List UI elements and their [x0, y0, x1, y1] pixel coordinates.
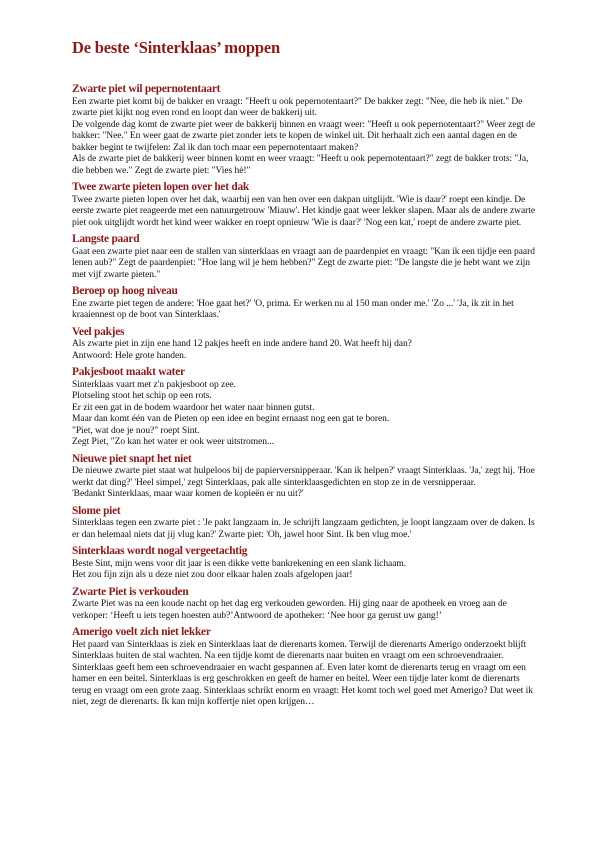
joke-title: Beroep op hoog niveau	[72, 285, 178, 297]
joke-section	[72, 544, 538, 582]
joke-section	[72, 585, 538, 623]
joke-text-line: Er zit een gat in de bodem waardoor het water naar binnen gutst.	[72, 402, 315, 413]
joke-text-line: De volgende dag komt de zwarte piet weer de bakkerij binnen en vraagt weer: "Heeft u ook pepernotentaart?" Weer zegt de bakker: "Nee." En weer gaat de zwarte piet zonder iets te kopen de winkel uit. Dit herhaalt zich een aantal dagen en de bakker begint te twijfelen: Zal ik dan toch maar een pepernotentaart maken?	[72, 119, 535, 153]
joke-body	[72, 299, 538, 322]
joke-list	[72, 82, 538, 709]
joke-text-line: Beste Sint, mijn wens voor dit jaar is een dikke vette bankrekening en een slank lichaam.	[72, 558, 407, 569]
joke-section	[72, 284, 538, 322]
joke-body	[72, 518, 538, 541]
joke-body	[72, 97, 538, 178]
joke-text-line: Als zwarte piet in zijn ene hand 12 pakjes heeft en inde andere hand 20. Wat heeft hij dan?	[72, 339, 412, 349]
joke-title: Langste paard	[72, 233, 140, 245]
joke-body	[72, 559, 538, 582]
joke-text-line: Twee zwarte pieten lopen over het dak, waarbij een van hen over een dakpan uitglijdt. 'Wie is daar?' roept een kindje. De eerste zwarte piet reageerde met een natuurgetrouw 'Miauw'. Het kindje gaat weer lekker slapen. Maar als de andere zwarte piet ook uitglijdt wordt het kind weer wakker en roept opnieuw 'Wie is daar?' 'Nog een kat,' roept de andere zwarte piet.	[72, 194, 536, 228]
joke-section	[72, 365, 538, 449]
joke-body	[72, 599, 538, 622]
joke-text-line: Maar dan komt één van de Pieten op een idee en begint ernaast nog een gat te boren.	[72, 414, 390, 424]
joke-text-line: 'Bedankt Sinterklaas, maar waar komen de kopieën er nu uit?'	[72, 489, 304, 499]
joke-text-line: Zegt Piet, "Zo kan het water er ook weer uitstromen...	[72, 437, 274, 447]
joke-text-line: Ene zwarte piet tegen de andere: 'Hoe gaat het?' 'O, prima. Er werken nu al 150 man onder me.' 'Zo ...' 'Ja, ik zit in het kraaiennest op de boot van Sinterklaas.'	[72, 298, 514, 320]
joke-title: Nieuwe piet snapt het niet	[72, 452, 192, 465]
joke-text-line: Antwoord: Hele grote handen.	[72, 350, 187, 361]
joke-body	[72, 466, 538, 501]
joke-text-line: Sinterklaas vaart met z'n pakjesboot op zee.	[72, 379, 236, 390]
joke-text-line: Een zwarte piet komt bij de bakker en vraagt: "Heeft u ook pepernotentaart?" De bakker zegt: "Nee, die heb ik niet." De zwarte piet kijkt nog even rond en loopt dan weer de bakkerij uit.	[72, 96, 523, 118]
joke-text-line: Sinterklaas tegen een zwarte piet : 'Je pakt langzaam in. Je schrijft langzaam gedichten, je loopt langzaam over de daken. Is er dan helemaal niets dat jij vlug kan?' Zwarte piet: 'Oh, jawel hoor Sint. Ik ben vlug moe.'	[72, 518, 535, 540]
joke-title: Slome piet	[72, 504, 121, 517]
joke-body	[72, 339, 538, 362]
joke-section	[72, 325, 538, 363]
document-title: De beste ‘Sinterklaas’ moppen	[72, 38, 280, 57]
document-page	[72, 38, 538, 712]
joke-body	[72, 195, 538, 230]
joke-section	[72, 625, 538, 709]
joke-text-line: Gaat een zwarte piet naar een de stallen van sinterklaas en vraagt aan de paardenpiet en vraagt: "Kan ik een tijdje een paard lenen aub?" Zegt de paardenpiet: "Hoe lang wil je hem hebben?" Zegt de zwarte piet: "De langste die je hebt want we zijn met vijf zwarte pieten."	[72, 246, 535, 280]
joke-title: Pakjesboot maakt water	[72, 366, 185, 378]
joke-title: Veel pakjes	[72, 325, 125, 338]
joke-body	[72, 380, 538, 449]
joke-text-line: Het zou fijn zijn als u deze niet zou door elkaar halen zoals afgelopen jaar!	[72, 570, 353, 580]
joke-title: Zwarte piet wil pepernotentaart	[72, 83, 221, 95]
joke-section	[72, 504, 538, 542]
joke-title: Twee zwarte pieten lopen over het dak	[72, 181, 249, 193]
joke-title: Amerigo voelt zich niet lekker	[72, 626, 211, 638]
joke-text-line: Zwarte Piet was na een koude nacht op het dag erg verkouden geworden. Hij ging naar de apotheek en vroeg aan de verkoper: ‘Heeft u iets tegen hoesten aub?’Antwoord de apotheker: ‘Nee hoor ga gerust uw gang!’	[72, 599, 507, 621]
joke-section	[72, 452, 538, 501]
joke-text-line: Als de zwarte piet de bakkerij weer binnen komt en weer vraagt: "Heeft u ook pepernotentaart?" zegt de bakker trots: "Ja, die hebben we." Zegt de zwarte piet: "Vies hè!"	[72, 154, 529, 176]
joke-text-line: "Piet, wat doe je nou?" roept Sint.	[72, 425, 200, 436]
joke-text-line: Het paard van Sinterklaas is ziek en Sinterklaas laat de dierenarts komen. Terwijl de dierenarts Amerigo onderzoekt blijft Sinterklaas buiten de stal wachten. Na een tijdje komt de dierenarts naar buiten en vraagt om een schroevendraaier. Sinterklaas geeft hem een schroevendraaier en wacht gespannen af. Even later komt de dierenarts terug en vraagt om een hamer en een beitel. Sinterklaas is erg geschrokken en geeft de hamer en beitel. Weer een tijdje later komt de dierenarts terug en vraagt om een grote zaag. Sinterklaas schrikt enorm en vraagt: Het komt toch wel goed met Amerigo? Dat weet ik niet, zegt de dierenarts. Ik kan mijn koffertje niet open krijgen…	[72, 639, 533, 707]
joke-section	[72, 82, 538, 177]
joke-text-line: Plotseling stoot het schip op een rots.	[72, 391, 212, 401]
joke-title: Sinterklaas wordt nogal vergeetachtig	[72, 545, 248, 557]
joke-body	[72, 247, 538, 282]
joke-section	[72, 232, 538, 281]
joke-section	[72, 180, 538, 229]
joke-body	[72, 640, 538, 709]
joke-text-line: De nieuwe zwarte piet staat wat hulpeloos bij de papierversnipperaar. 'Kan ik helpen?' vraagt Sinterklaas. 'Ja,' zegt hij. 'Hoe werkt dat ding?' 'Heel simpel,' zegt Sinterklaas, pak alle sinterklaasgedichten en stop ze in de versnipperaar.	[72, 466, 535, 488]
joke-title: Zwarte Piet is verkouden	[72, 585, 189, 598]
